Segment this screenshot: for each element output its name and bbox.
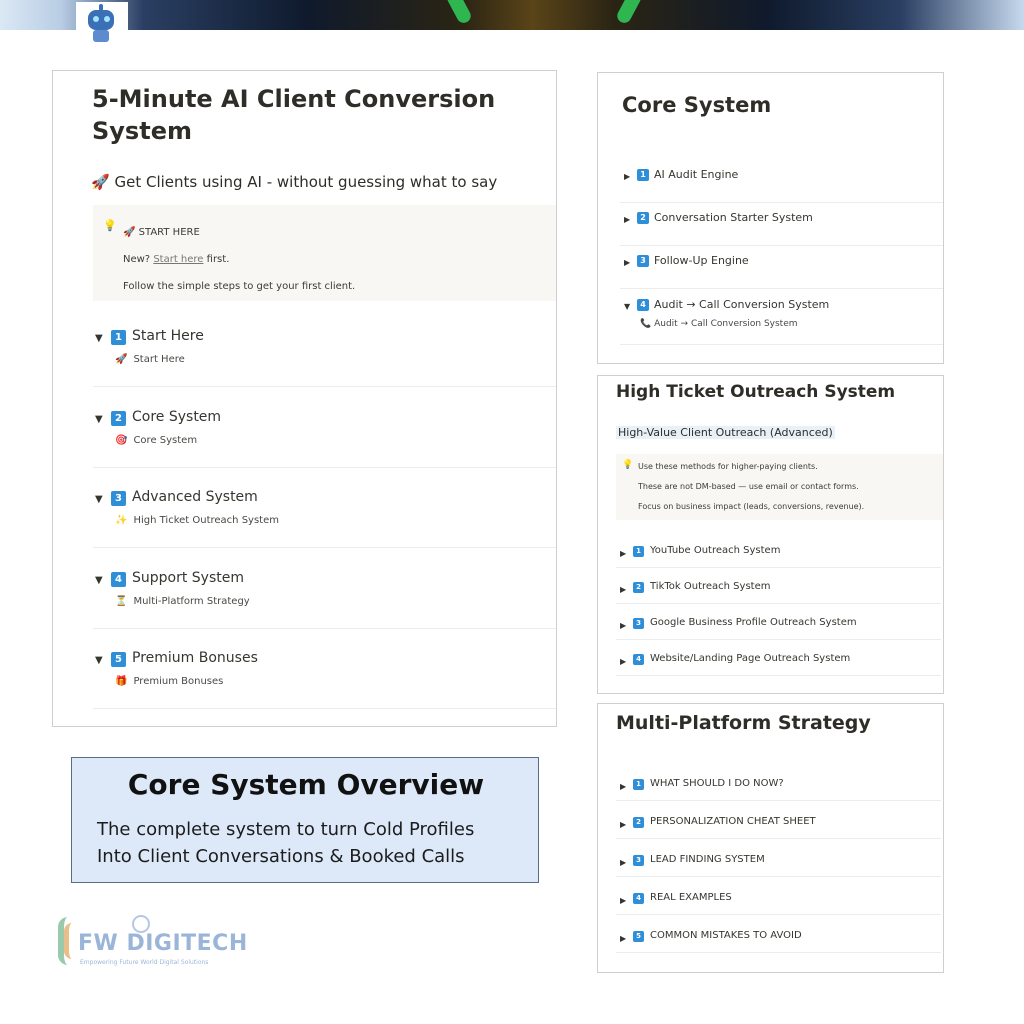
toggle-closed-icon[interactable]: ▶ <box>624 258 631 267</box>
callout-text: Focus on business impact (leads, conversions, revenue). <box>638 502 865 511</box>
item-label: PERSONALIZATION CHEAT SHEET <box>650 816 816 827</box>
panel-title: Core System <box>622 93 772 117</box>
toggle-section-core-system[interactable] <box>93 406 557 468</box>
number-badge: 3 <box>637 255 649 267</box>
item-label: YouTube Outreach System <box>650 545 781 556</box>
item-label: TikTok Outreach System <box>650 581 771 592</box>
callout-text: These are not DM-based — use email or contact forms. <box>638 482 859 491</box>
robot-avatar-icon <box>76 2 128 46</box>
callout-text: Follow the simple steps to get your first client. <box>123 281 356 292</box>
toggle-closed-icon[interactable]: ▶ <box>620 934 627 943</box>
section-label: Premium Bonuses <box>132 650 258 666</box>
toggle-closed-icon[interactable]: ▶ <box>620 820 627 829</box>
number-badge: 5 <box>633 931 644 942</box>
toggle-closed-icon[interactable]: ▶ <box>620 549 627 558</box>
number-badge: 2 <box>637 212 649 224</box>
sub-page-link[interactable]: ⏳ Multi-Platform Strategy <box>115 596 250 607</box>
high-ticket-outreach-panel <box>597 375 944 694</box>
toggle-closed-icon[interactable]: ▶ <box>620 782 627 791</box>
sub-page-link[interactable]: 🎯 Core System <box>115 435 198 446</box>
main-page-panel <box>52 70 557 727</box>
item-label: Google Business Profile Outreach System <box>650 617 857 628</box>
toggle-open-icon[interactable]: ▼ <box>95 655 103 666</box>
item-label: Conversation Starter System <box>654 211 813 224</box>
toggle-item[interactable] <box>616 618 941 640</box>
number-badge: 5 <box>111 652 126 667</box>
rocket-icon: 🚀 <box>115 354 128 365</box>
phone-icon: 📞 <box>640 319 652 329</box>
rocket-icon: 🚀 <box>91 173 110 191</box>
toggle-closed-icon[interactable]: ▶ <box>620 621 627 630</box>
gift-icon: 🎁 <box>115 676 128 687</box>
top-banner-image <box>0 0 1024 30</box>
number-badge: 1 <box>633 779 644 790</box>
toggle-item[interactable] <box>616 779 941 801</box>
target-icon: 🎯 <box>115 435 128 446</box>
callout-text: first. <box>203 254 230 265</box>
section-label: Advanced System <box>132 489 258 505</box>
lightbulb-icon: 💡 <box>622 460 634 470</box>
core-system-panel <box>597 72 944 364</box>
section-label: Core System <box>132 409 222 425</box>
number-badge: 2 <box>111 411 126 426</box>
rocket-icon: 🚀 <box>123 227 136 238</box>
toggle-item[interactable] <box>620 255 944 289</box>
toggle-section-advanced-system[interactable] <box>93 486 557 548</box>
start-here-link[interactable]: Start here <box>153 254 204 265</box>
panel-title: Multi-Platform Strategy <box>616 712 871 734</box>
overview-heading: Core System Overview <box>127 768 485 801</box>
callout-text: Use these methods for higher-paying clients. <box>638 462 818 471</box>
page-title: 5-Minute AI Client Conversion System <box>92 85 496 145</box>
number-badge: 4 <box>111 572 126 587</box>
number-badge: 3 <box>111 491 126 506</box>
toggle-section-support-system[interactable] <box>93 567 557 629</box>
toggle-open-icon[interactable]: ▼ <box>95 575 103 586</box>
overview-line: Into Client Conversations & Booked Calls <box>97 846 465 867</box>
ticket-callout <box>616 454 944 520</box>
toggle-closed-icon[interactable]: ▶ <box>620 585 627 594</box>
item-label: Audit → Call Conversion System <box>654 298 830 311</box>
overview-line: The complete system to turn Cold Profiles <box>97 819 475 840</box>
toggle-item[interactable] <box>616 546 941 568</box>
item-label: WHAT SHOULD I DO NOW? <box>650 778 784 789</box>
number-badge: 4 <box>633 893 644 904</box>
toggle-section-start-here[interactable] <box>93 325 557 387</box>
toggle-closed-icon[interactable]: ▶ <box>620 858 627 867</box>
sub-page-link[interactable]: 🎁 Premium Bonuses <box>115 676 224 687</box>
logo-brand: FW DIGITECH <box>78 931 248 956</box>
multi-platform-strategy-panel <box>597 703 944 973</box>
start-here-callout <box>93 205 557 301</box>
toggle-open-icon[interactable]: ▼ <box>95 494 103 505</box>
toggle-item[interactable] <box>616 817 941 839</box>
sparkle-icon: ✨ <box>115 515 128 526</box>
toggle-item[interactable] <box>620 212 944 246</box>
toggle-closed-icon[interactable]: ▶ <box>620 657 627 666</box>
sub-page-link[interactable]: ✨ High Ticket Outreach System <box>115 515 279 526</box>
item-label: COMMON MISTAKES TO AVOID <box>650 930 802 941</box>
toggle-section-premium-bonuses[interactable] <box>93 647 557 709</box>
toggle-item[interactable] <box>616 654 941 676</box>
panel-title: High Ticket Outreach System <box>616 382 896 402</box>
number-badge: 4 <box>637 299 649 311</box>
toggle-item[interactable] <box>616 931 941 953</box>
fw-digitech-logo <box>58 915 258 975</box>
lightbulb-icon: 💡 <box>103 219 117 232</box>
number-badge: 3 <box>633 855 644 866</box>
page-subtitle <box>91 173 497 191</box>
toggle-open-icon[interactable]: ▼ <box>95 333 103 344</box>
item-label: Website/Landing Page Outreach System <box>650 653 851 664</box>
hourglass-icon: ⏳ <box>115 596 128 607</box>
toggle-open-icon[interactable]: ▼ <box>95 414 103 425</box>
number-badge: 1 <box>633 546 644 557</box>
subtitle-text: Get Clients using AI - without guessing what to say <box>114 173 498 191</box>
number-badge: 2 <box>633 582 644 593</box>
toggle-item[interactable] <box>616 893 941 915</box>
core-system-overview-box <box>71 757 539 883</box>
logo-mark-icon <box>64 923 74 959</box>
toggle-open-icon[interactable]: ▼ <box>624 302 631 311</box>
item-label: REAL EXAMPLES <box>650 892 732 903</box>
item-label: LEAD FINDING SYSTEM <box>650 854 765 865</box>
banner-green-streak-left <box>445 0 473 25</box>
panel-subheading: High-Value Client Outreach (Advanced) <box>618 426 833 439</box>
number-badge: 3 <box>633 618 644 629</box>
toggle-item[interactable] <box>616 582 941 604</box>
number-badge: 1 <box>111 330 126 345</box>
number-badge: 1 <box>637 169 649 181</box>
banner-green-streak-right <box>615 0 643 25</box>
sub-page-link[interactable]: 🚀 Start Here <box>115 354 185 365</box>
number-badge: 4 <box>633 654 644 665</box>
number-badge: 2 <box>633 817 644 828</box>
toggle-item-expanded[interactable] <box>620 299 944 345</box>
sub-page-link[interactable]: 📞 Audit → Call Conversion System <box>640 319 798 329</box>
toggle-item[interactable] <box>616 855 941 877</box>
logo-tagline: Empowering Future World Digital Solutions <box>80 959 209 966</box>
toggle-closed-icon[interactable]: ▶ <box>620 896 627 905</box>
toggle-closed-icon[interactable]: ▶ <box>624 172 631 181</box>
callout-heading: START HERE <box>138 227 200 238</box>
item-label: Follow-Up Engine <box>654 254 749 267</box>
item-label: AI Audit Engine <box>654 168 739 181</box>
section-label: Start Here <box>132 328 204 344</box>
callout-text: New? <box>123 254 154 265</box>
overview-description <box>97 816 474 870</box>
toggle-item[interactable] <box>620 169 944 203</box>
toggle-closed-icon[interactable]: ▶ <box>624 215 631 224</box>
section-label: Support System <box>132 570 244 586</box>
